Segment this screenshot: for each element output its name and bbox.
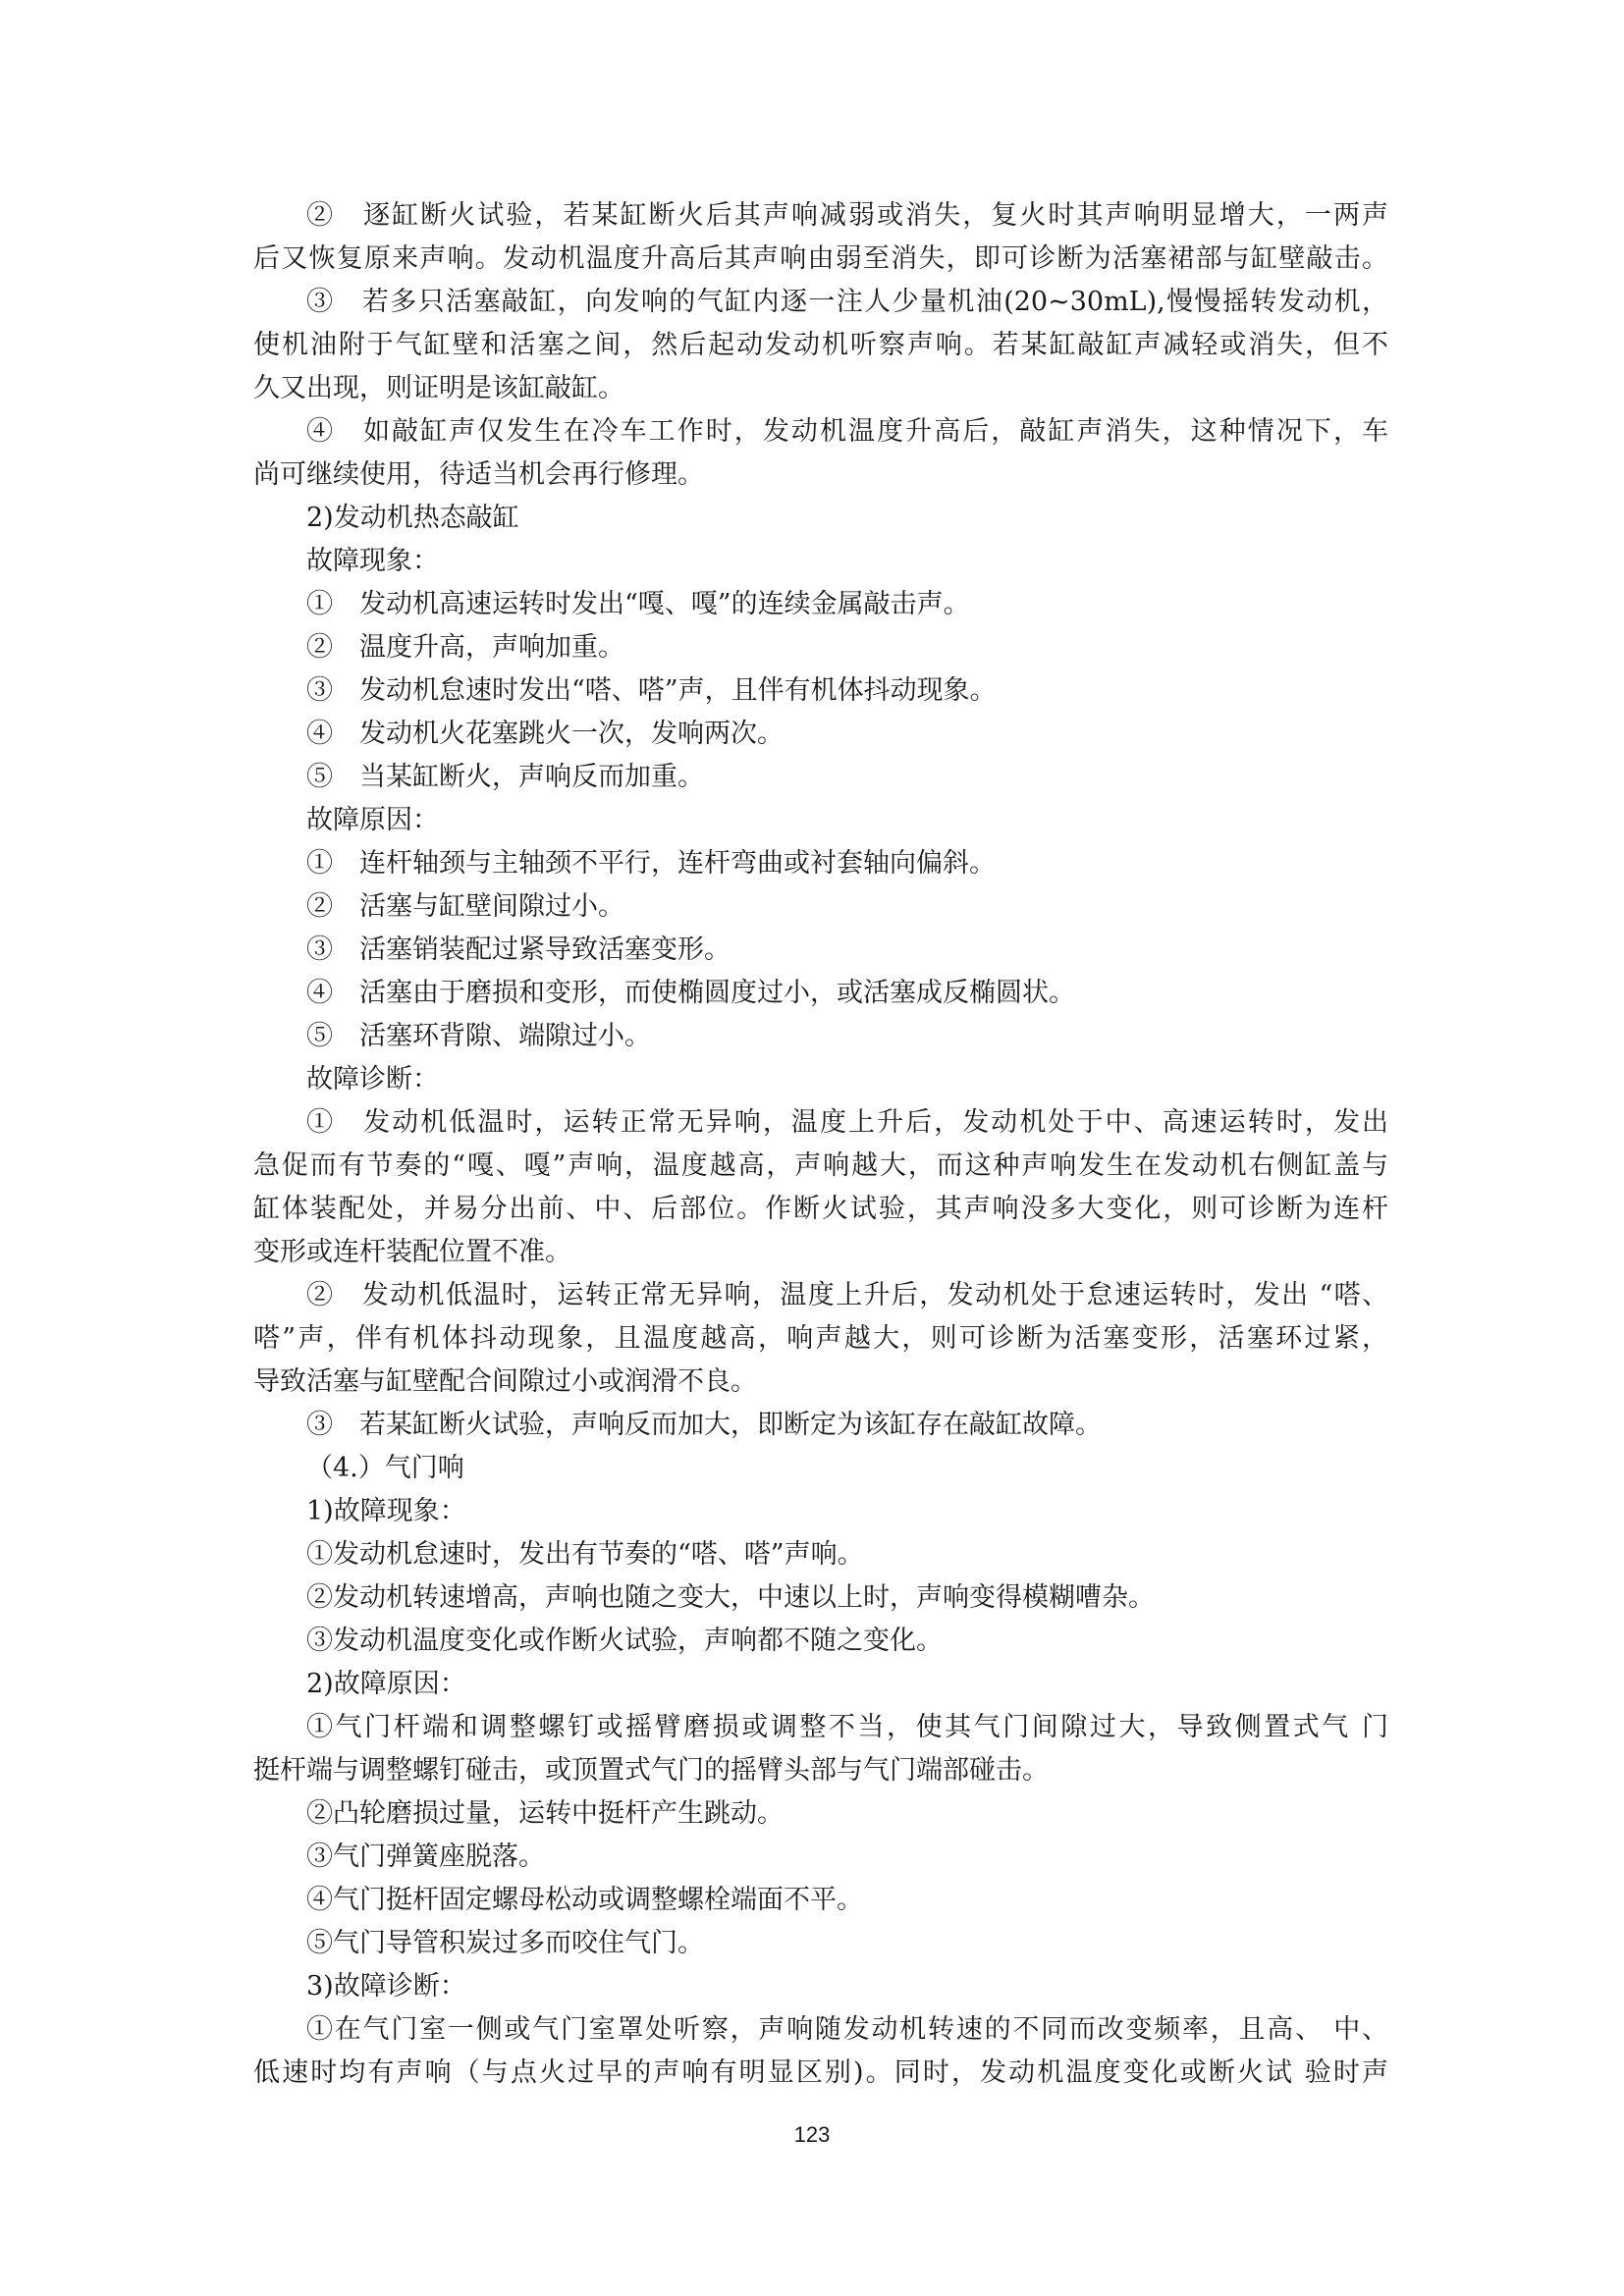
list-item: ③发动机温度变化或作断火试验，声响都不随之变化。 xyxy=(306,1626,943,1656)
list-item: ① 连杆轴颈与主轴颈不平行，连杆弯曲或衬套轴向偏斜。 xyxy=(306,848,996,879)
paragraph-line: ① 发动机低温时，运转正常无异响，温度上升后，发动机处于中、高速运转时，发出 xyxy=(306,1107,1388,1138)
paragraph-line: 变形或连杆装配位置不准。 xyxy=(253,1237,571,1267)
paragraph-line: 挺杆端与调整螺钉碰击，或顶置式气门的摇臂头部与气门端部碰击。 xyxy=(253,1755,1049,1786)
paragraph-line: ② 逐缸断火试验，若某缸断火后其声响减弱或消失，复火时其声响明显增大，一两声 xyxy=(306,200,1388,231)
body-text xyxy=(253,194,1388,2095)
subheading: 故障诊断： xyxy=(306,1064,439,1095)
section-heading: （4.）气门响 xyxy=(306,1453,464,1483)
subheading: 2)故障原因： xyxy=(306,1669,466,1699)
paragraph-line: 导致活塞与缸壁配合间隙过小或润滑不良。 xyxy=(253,1366,757,1397)
paragraph-line: 使机油附于气缸壁和活塞之间，然后起动发动机听察声响。若某缸敲缸声减轻或消失，但不 xyxy=(253,330,1388,360)
list-item: ⑤ 活塞环背隙、端隙过小。 xyxy=(306,1021,651,1051)
list-item: ①发动机怠速时，发出有节奏的“嗒、嗒”声响。 xyxy=(306,1539,864,1570)
paragraph-line: ② 发动机低温时，运转正常无异响，温度上升后，发动机处于怠速运转时，发出 “嗒、 xyxy=(306,1280,1388,1310)
paragraph-line: 急促而有节奏的“嘎、嘎”声响，温度越高，声响越大，而这种声响发生在发动机右侧缸盖与 xyxy=(253,1150,1388,1181)
paragraph-line: ①在气门室一侧或气门室罩处听察，声响随发动机转速的不同而改变频率，且高、 中、 xyxy=(306,2014,1388,2045)
list-item: ① 发动机高速运转时发出“嘎、嘎”的连续金属敲击声。 xyxy=(306,589,970,619)
subheading: 故障现象： xyxy=(306,546,439,576)
list-item: ④ 活塞由于磨损和变形，而使椭圆度过小，或活塞成反椭圆状。 xyxy=(306,978,1075,1008)
subheading: 3)故障诊断： xyxy=(306,1971,466,2002)
list-item: ③气门弹簧座脱落。 xyxy=(306,1842,545,1872)
list-item: ③ 活塞销装配过紧导致活塞变形。 xyxy=(306,934,731,965)
list-item: ⑤ 当某缸断火，声响反而加重。 xyxy=(306,762,704,792)
list-item: ③ 发动机怠速时发出“嗒、嗒”声，且伴有机体抖动现象。 xyxy=(306,675,997,706)
paragraph-line: ③ 若多只活塞敲缸，向发响的气缸内逐一注人少量机油(20~30mL),慢慢摇转发动机， xyxy=(306,287,1388,317)
page-number: 123 xyxy=(793,2122,831,2147)
list-item: ② 温度升高，声响加重。 xyxy=(306,632,624,663)
paragraph-line: ④ 如敲缸声仅发生在冷车工作时，发动机温度升高后，敲缸声消失，这种情况下，车 xyxy=(306,416,1388,447)
list-item: ④气门挺杆固定螺母松动或调整螺栓端面不平。 xyxy=(306,1885,863,1915)
list-item: ⑤气门导管积炭过多而咬住气门。 xyxy=(306,1928,704,1958)
paragraph-line: 嗒”声，伴有机体抖动现象，且温度越高，响声越大，则可诊断为活塞变形，活塞环过紧， xyxy=(253,1323,1388,1354)
paragraph-line: ③ 若某缸断火试验，声响反而加大，即断定为该缸存在敲缸故障。 xyxy=(306,1410,1102,1440)
paragraph-line: 后又恢复原来声响。发动机温度升高后其声响由弱至消失，即可诊断为活塞裙部与缸壁敲击。 xyxy=(253,243,1388,274)
list-item: ②凸轮磨损过量，运转中挺杆产生跳动。 xyxy=(306,1798,784,1829)
paragraph-line: 低速时均有声响（与点火过早的声响有明显区别)。同时，发动机温度变化或断火试 验时声 xyxy=(253,2057,1388,2088)
section-heading: 2)发动机热态敲缸 xyxy=(306,503,519,533)
paragraph-line: 缸体装配处，并易分出前、中、后部位。作断火试验，其声响没多大变化，则可诊断为连杆 xyxy=(253,1194,1388,1224)
paragraph-line: ①气门杆端和调整螺钉或摇臂磨损或调整不当，使其气门间隙过大，导致侧置式气 门 xyxy=(306,1712,1388,1742)
subheading: 1)故障现象： xyxy=(306,1496,466,1526)
list-item: ②发动机转速增高，声响也随之变大，中速以上时，声响变得模糊嘈杂。 xyxy=(306,1582,1155,1613)
list-item: ② 活塞与缸壁间隙过小。 xyxy=(306,891,624,922)
paragraph-line: 久又出现，则证明是该缸敲缸。 xyxy=(253,373,624,403)
subheading: 故障原因： xyxy=(306,805,439,835)
paragraph-line: 尚可继续使用，待适当机会再行修理。 xyxy=(253,459,704,490)
list-item: ④ 发动机火花塞跳火一次，发响两次。 xyxy=(306,719,784,749)
